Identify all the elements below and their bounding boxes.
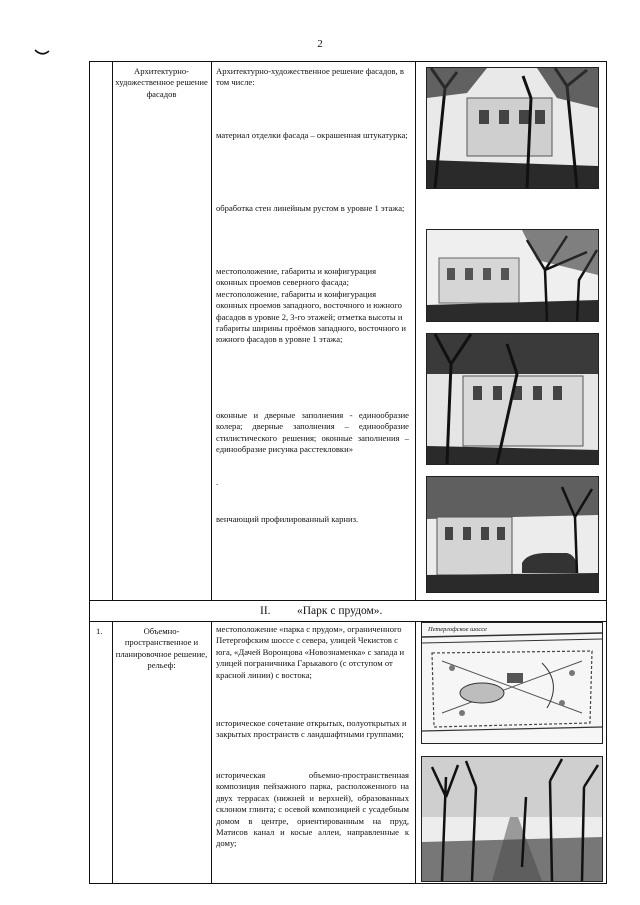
facade-item-cornice: венчающий профилированный карниз. [216, 514, 359, 524]
facade-item-intro: Архитектурно-художественное решение фасадов, в том числе: [216, 66, 404, 88]
facade-item-fillings: оконные и дверные заполнения - единообразие колера; дверные заполнения – единообразие стилистического решения; оконные заполнения – единообразие рисунка расстекловки» [216, 410, 409, 455]
facade-photo-south [426, 476, 599, 593]
park-item-composition: историческая объемно-пространственная композиция пейзажного парка, расположенного на двух террасах (нижней и верхней), образованных склоном глинта; с осевой композицией с усадебным домом в центре, ориентированным на пруд, Матисов канал и косые аллеи, направленные к дому; [216, 770, 409, 849]
feature-facades: Архитектурно-художественное решение фасадов [115, 66, 208, 99]
section-number: II. [260, 605, 271, 617]
facade-item-dot: . [216, 477, 219, 487]
facade-item-material: материал отделки фасада – окрашенная штукатурка; [216, 130, 408, 140]
park-item-spaces: историческое сочетание открытых, полуоткрытых и закрытых пространств с ландшафтными группами; [216, 718, 407, 740]
row-number: 1. [96, 626, 103, 636]
feature-park: Объемно-пространственное и планировочное решение, рельеф: [115, 626, 208, 671]
page-number: 2 [317, 38, 323, 50]
facade-item-windows: местоположение, габариты и конфигурация оконных проемов северного фасада; местоположение, габариты и конфигурация оконных проемов западного, восточного и южного фасадов в уровне 2, 3-го этажей; отметка высоты и габариты ширины проёмов западного, восточного и южного фасадов в уровне 1 этажа; [216, 266, 406, 345]
park-alley-photo [421, 756, 603, 882]
facade-photo-north [426, 67, 599, 189]
facade-item-rustication: обработка стен линейным рустом в уровне 1 этажа; [216, 203, 405, 213]
corner-mark [34, 49, 50, 57]
facade-photo-east [426, 333, 599, 465]
section-title: «Парк с прудом». [297, 605, 383, 617]
map-label: Петергофское шоссе [428, 626, 487, 633]
park-item-location: местоположение «парка с прудом», ограниченного Петергофским шоссе с севера, улицей Чекистов с юга, «Дачей Воронцова «Новознаменка» с запада и улицей пограничника Гарькавого (с отступом от красной линии) с востока; [216, 624, 405, 680]
facade-photo-west [426, 229, 599, 322]
park-plan-map [421, 622, 603, 744]
